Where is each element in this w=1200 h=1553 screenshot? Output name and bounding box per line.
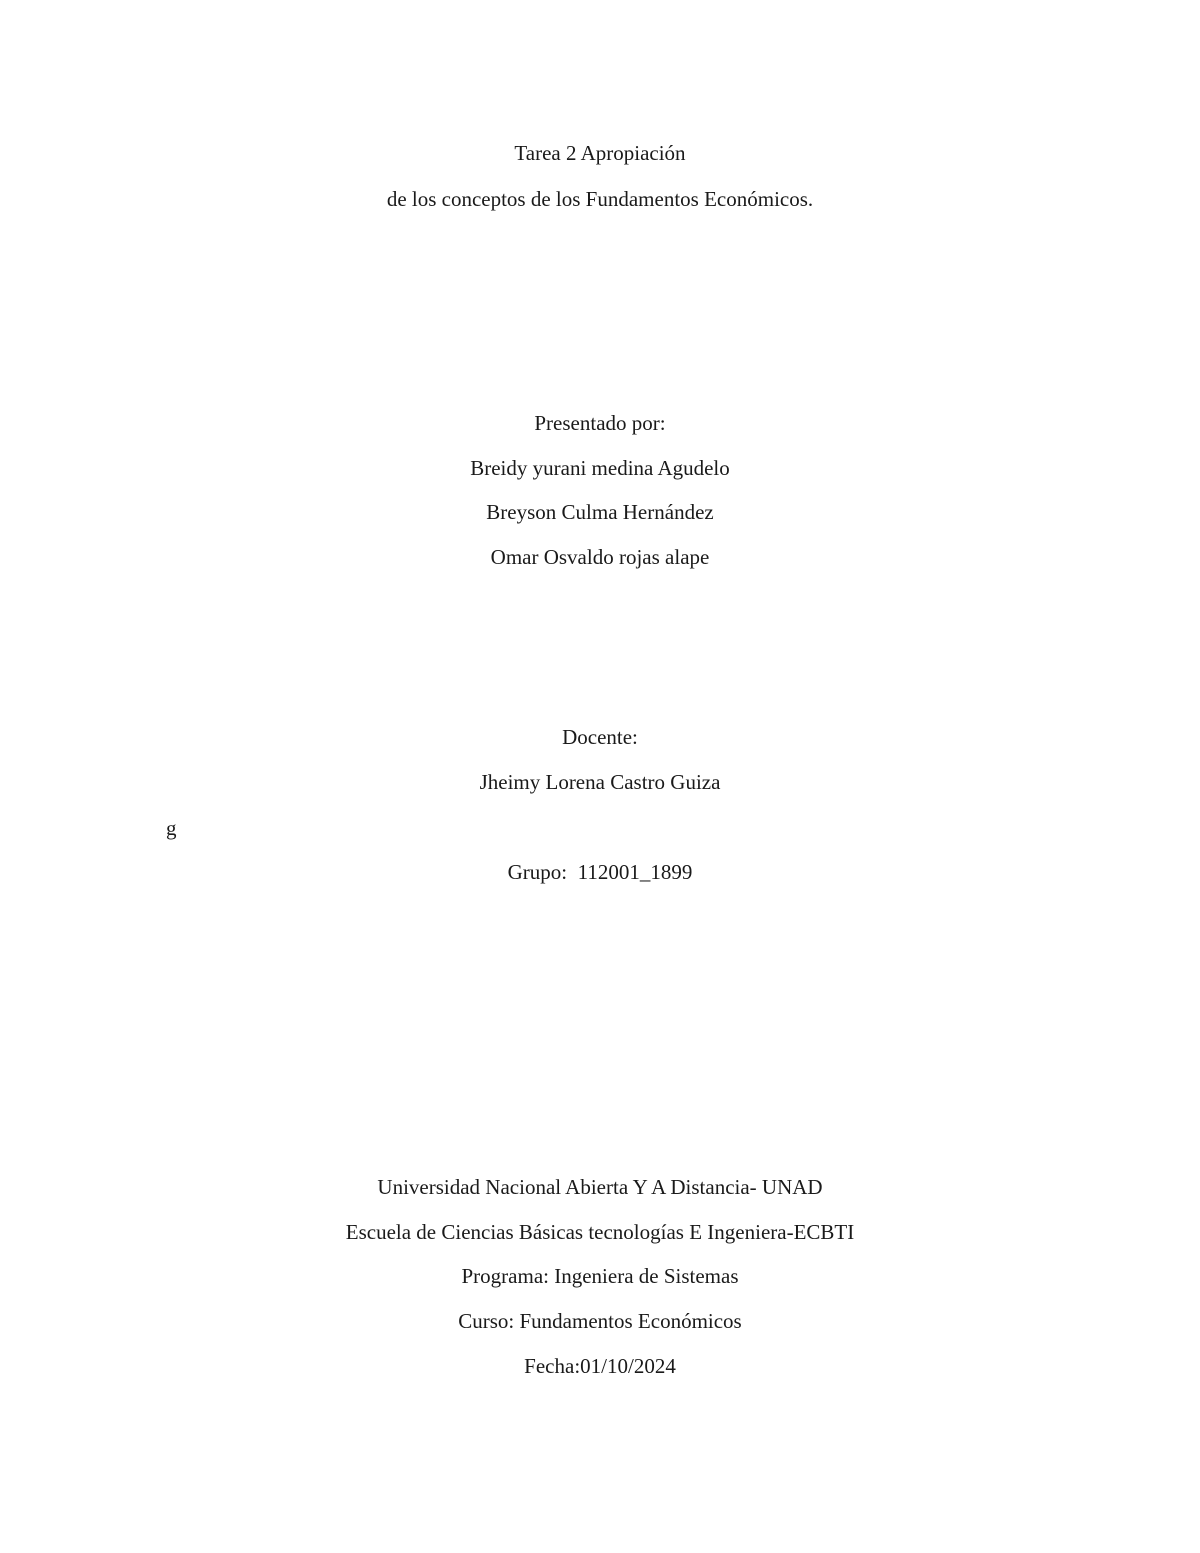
submission-date: Fecha:01/10/2024 — [524, 1354, 676, 1378]
title-line-1: Tarea 2 Apropiación — [514, 141, 686, 165]
university-name: Universidad Nacional Abierta Y A Distancia- UNAD — [377, 1175, 823, 1199]
teacher-name: Jheimy Lorena Castro Guiza — [479, 770, 721, 794]
author-1: Breidy yurani medina Agudelo — [470, 456, 730, 480]
author-3: Omar Osvaldo rojas alape — [490, 545, 710, 569]
group-number: Grupo: 112001_1899 — [507, 860, 693, 884]
title-line-2: de los conceptos de los Fundamentos Económicos. — [386, 187, 814, 211]
stray-character: g — [166, 816, 177, 840]
teacher-label: Docente: — [562, 725, 638, 749]
program-name: Programa: Ingeniera de Sistemas — [461, 1264, 739, 1288]
presented-by-label: Presentado por: — [534, 411, 666, 435]
school-name: Escuela de Ciencias Básicas tecnologías E Ingeniera-ECBTI — [345, 1220, 855, 1244]
author-2: Breyson Culma Hernández — [486, 500, 714, 524]
course-name: Curso: Fundamentos Económicos — [458, 1309, 742, 1333]
